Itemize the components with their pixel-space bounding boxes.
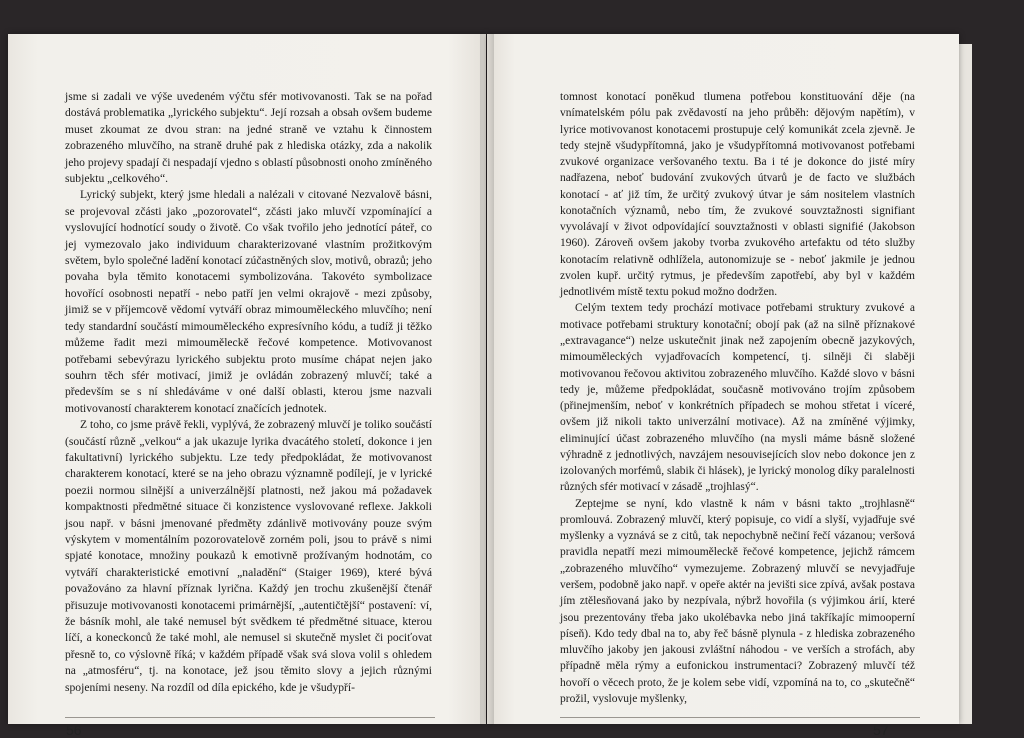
book-spine (480, 34, 494, 724)
right-page (487, 34, 959, 738)
paragraph: Zeptejme se nyní, kdo vlastně k nám v básni takto „trojhlasně“ promlouvá. Zobrazený mluvčí, který popisuje, co vidí a slyší, vyjadřuje své myšlenky a vyznává se z citů, tak nepochybně nečiní řečí vázanou; veršová pravidla nepatří mezi mimouměleckě řečové kompetence, jejichž rámcem „zobrazeného mluvčího“ vymezujeme. Zobrazený mluvčí se nevyjadřuje veršem, podobně jako např. v opeře aktér na jevišti sice zpívá, avšak postava jím ztělesňovaná jako by nezpívala, nýbrž hovořila (s výjimkou árií, které jsou prezentovány třeba jako ukolébavka nebo jiná takříkajíc mimooperní píseň). Kdo tedy dbal na to, aby řeč básně plynula - z hlediska zobrazeného mluvčího jakoby jen jakousi zvláštní náhodou - ve verších a strofách, aby případně měla rýmy a eufonickou instrumentaci? Zobrazený mluvčí též hovoří o věcech proto, že je kolem sebe vidí, vzpomíná na to, co „skutečně“ prožil, vyslovuje myšlenky, (560, 497, 915, 705)
paragraph: jsme si zadali ve výše uvedeném výčtu sfér motivovanosti. Tak se na pořad dostává problematika „lyrického subjektu“. Její rozsah a obsah ovšem budeme muset zkoumat ze dvou stran: na jedné straně ve vztahu k činnostem zobrazeného mluvčího, na straně druhé pak z hlediska otázky, zda a nakolik jeho projevy spadají či nespadají vjedno s oblastí působnosti onoho zmíněného subjektu „celkového“. (65, 90, 432, 186)
left-page (8, 34, 486, 738)
right-page-text (560, 89, 915, 707)
page-number: 56 (66, 722, 82, 738)
page-number: 57 (873, 722, 889, 738)
paragraph: tomnost konotací poněkud tlumena potřebou konstituování děje (na vnímatelském pólu pak zvědavostí na jeho průběh: dějovým napětím), v lyrice motivovanost konotacemi prostupuje celý komunikát zcela zjevně. Je tedy stejně všudypřítomná, jako je všudypřítomná motivovanost potřebami zvukové organizace veršovaného textu. Ba i té je dokonce do jisté míry nadřazena, neboť budování zvukových útvarů je de facto ve službách konotací - ať již tím, že určitý zvukový útvar je sám nositelem vlastních konotačních významů, nebo tím, že zvukové souvztažnosti signifiant vyvolávají v život odpovídající souvztažnosti v oblasti signifié (Jakobson 1960). Zároveň ovšem jakoby tvorba zvukového artefaktu od této služby konotacím relativně odhlížela, autonomizuje se - neboť jakmile je jednou zvolen kupř. určitý rytmus, je především zapotřebí, aby byl v každém jednotlivém místě textu pokud možno dodržen. (560, 91, 915, 299)
left-page-text (65, 89, 432, 696)
page-edge (958, 44, 972, 724)
paragraph: Celým textem tedy prochází motivace potřebami struktury zvukové a motivace potřebami struktury konotační; obojí pak (až na silně příznakové „extravagance“) nelze uskutečnit jinak než zapojením obecně jazykových, mimouměleckých vyjadřovacích kompetencí, tj. silněji či slaběji motivovanou řečovou aktivitou zobrazeného mluvčího. Každé slovo v básni tedy je, můžeme předpokládat, současně motivováno trojím způsobem (přinejmenším, neboť v konkrétních případech se mohou střetat i víceré, ovšem již nikoli takto univerzální motivace). Až na zmíněné výjimky, eliminující účast zobrazeného mluvčího (na mysli máme básně složené výhradně z jednotlivých, navzájem nesouvisejících slov nebo dokonce jen z izolovaných morfémů, slabik či hlásek), je lyrický monolog díky paralelnosti různých sfér motivací v zásadě „trojhlasý“. (560, 302, 915, 494)
footer-rule (65, 717, 435, 718)
paragraph: Lyrický subjekt, který jsme hledali a nalézali v citované Nezvalově básni, se projevoval zčásti jako „pozorovatel“, zčásti jako mluvčí vzpomínající a vyslovující hodnotící soudy o životě. Co však tvořilo jeho jednotící páteř, co jej vymezovalo jako individuum charakterizované vlastním prožitkovým světem, bylo společné ladění konotací zúčastněných slov, motivů, obrazů; jeho povaha byla těmito konotacemi symbolizována. Takovéto symbolizace hovořící osobnosti nepatří - nebo patří jen velmi okrajově - mezi způsoby, jimiž se v příjemcově vědomí vytváří obraz mimouměleckého mluvčího; není tedy standardní součástí mimouměleckého expresívního kódu, a tudíž ji těžko můžeme řadit mezi mimouměleckě řečové kompetence. Motivovanost potřebami sebevýrazu lyrického subjektu proto musíme chápat nejen jako souhrn těch sfér motivací, jimiž je ovládán zobrazený mluvčí; také a především se s ní shledáváme v oné další oblasti, kterou jsme nazvali motivovaností charakterem konotací značících jednotek. (65, 188, 432, 415)
paragraph: Z toho, co jsme právě řekli, vyplývá, že zobrazený mluvčí je toliko součástí (součástí různě „velkou“ a jak ukazuje lyrika dvacátého století, dokonce i jen fakultativní) lyrického subjektu. Lze tedy předpokládat, že motivovanost charakterem konotací, které se na jeho obrazu významně podílejí, je v lyrické poezii normou silnější a univerzálnější platnosti, než jakou má požadavek kompaktnosti předmětné situace či konzistence vyslovované reflexe. Jakkoli jsou např. v básni jmenované předměty zdánlivě motivovány pouze svým výskytem v momentálním pozorovatelově zorném poli, jsou to právě s nimi spjaté konotace, množiny poukazů k emotivně prožívaným hodnotám, co vytváří charakteristické emotivní „naladění“ (Staiger 1969), které bývá považováno za hlavní příznak lyričnа. Každý jen trochu zkušenější čtenář přisuzuje motivovanosti konotacemi primárnější, „autentičtější“ postavení: ví, že básník mohl, ale také nemusel být svědkem té předmětné situace, kterou líčí, a koneckonců že také mohl, ale nemusel si skutečně myslet či pociťovat přesně to, co výslovně říká; v každém případě však svá slova volil s ohledem na „atmosféru“, tj. na konotace, jež jsou těmito slovy a jejich různými spojeními neseny. Na rozdíl od díla epického, kde je všudypří- (65, 418, 432, 694)
footer-rule (560, 717, 920, 718)
